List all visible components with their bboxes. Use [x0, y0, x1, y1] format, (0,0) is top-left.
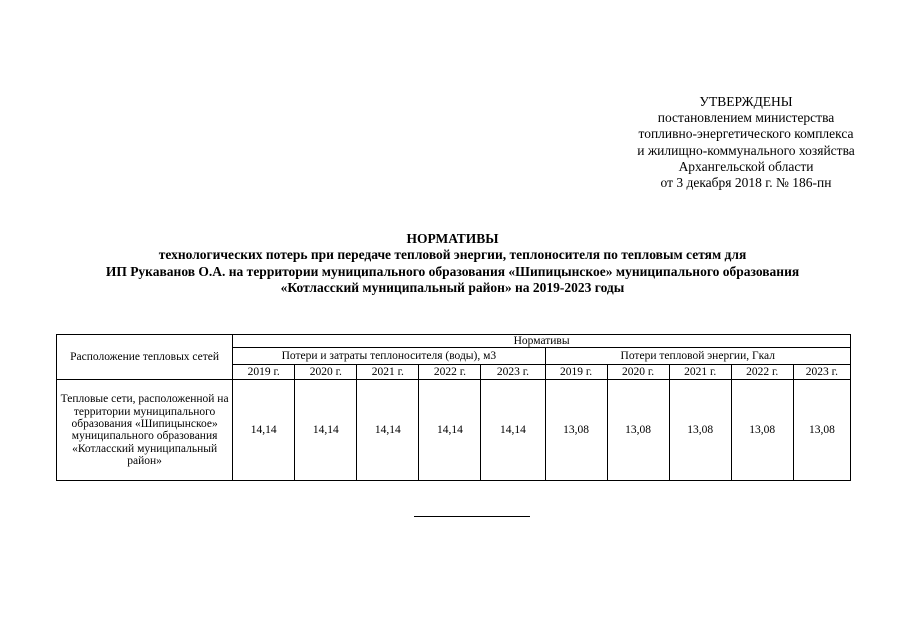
- document-heading: [30, 231, 875, 296]
- water-loss-cell: 14,14: [481, 380, 545, 481]
- year-header: 2021 г.: [669, 365, 731, 380]
- approval-line: Архангельской области: [678, 158, 814, 174]
- document-subtitle-line: ИП Рукаванов О.А. на территории муниципального образования «Шипицынское» муниципального образования: [105, 263, 800, 279]
- water-loss-cell: 14,14: [233, 380, 295, 481]
- norms-header: Нормативы: [233, 335, 851, 348]
- heat-loss-cell: 13,08: [793, 380, 850, 481]
- year-header: 2022 г.: [731, 365, 793, 380]
- document-subtitle-line: «Котласский муниципальный район» на 2019-2023 годы: [280, 279, 625, 295]
- year-header: 2023 г.: [793, 365, 850, 380]
- table-row: [57, 380, 851, 481]
- document-title: НОРМАТИВЫ: [406, 231, 499, 246]
- year-header: 2019 г.: [233, 365, 295, 380]
- approval-line: и жилищно-коммунального хозяйства: [637, 142, 855, 158]
- water-loss-cell: 14,14: [419, 380, 481, 481]
- approval-block: [600, 94, 892, 191]
- heat-loss-cell: 13,08: [607, 380, 669, 481]
- water-loss-cell: 14,14: [357, 380, 419, 481]
- year-header: 2022 г.: [419, 365, 481, 380]
- approval-line: от 3 декабря 2018 г. № 186-пн: [660, 175, 832, 191]
- year-header: 2019 г.: [545, 365, 607, 380]
- approval-line: УТВЕРЖДЕНЫ: [699, 94, 793, 109]
- location-cell: Тепловые сети, расположенной на территории муниципального образования «Шипицынское» муниципального образования «Котласский муниципальный район»: [57, 380, 233, 481]
- approval-line: постановлением министерства: [657, 110, 835, 126]
- year-header: 2023 г.: [481, 365, 545, 380]
- year-header: 2020 г.: [295, 365, 357, 380]
- approval-line: топливно-энергетического комплекса: [638, 126, 854, 142]
- location-header: Расположение тепловых сетей: [57, 335, 233, 380]
- heat-loss-cell: 13,08: [545, 380, 607, 481]
- heat-loss-cell: 13,08: [669, 380, 731, 481]
- water-loss-cell: 14,14: [295, 380, 357, 481]
- norms-table: [56, 334, 851, 481]
- heat-losses-header: Потери тепловой энергии, Гкал: [545, 348, 850, 365]
- heat-loss-cell: 13,08: [731, 380, 793, 481]
- document-subtitle-line: технологических потерь при передаче тепловой энергии, теплоносителя по тепловым сетям для: [158, 247, 747, 263]
- year-header: 2021 г.: [357, 365, 419, 380]
- closing-rule: [414, 516, 530, 517]
- water-losses-header: Потери и затраты теплоносителя (воды), м3: [233, 348, 545, 365]
- year-header: 2020 г.: [607, 365, 669, 380]
